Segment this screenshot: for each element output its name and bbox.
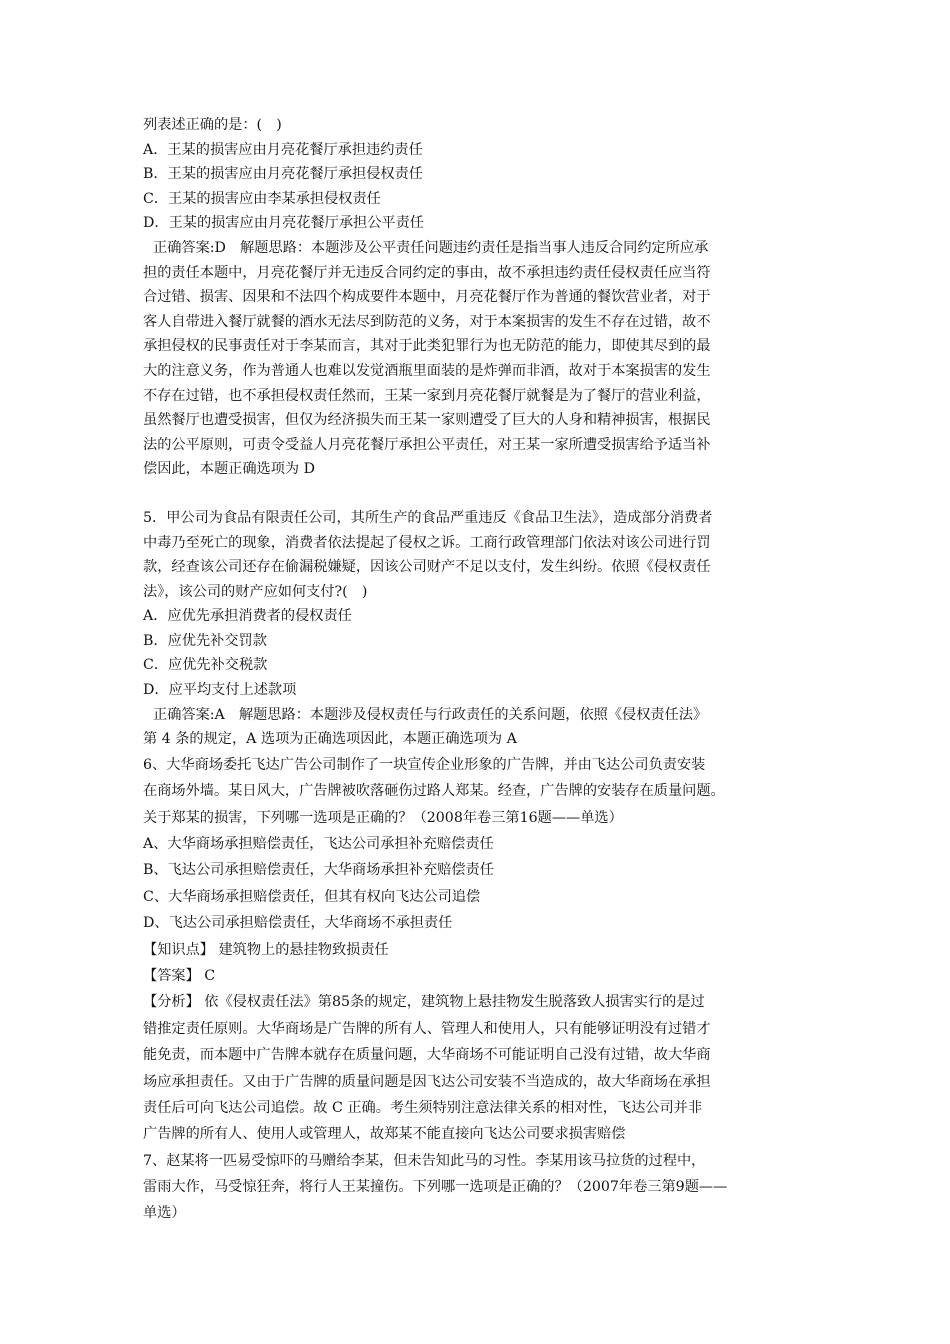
q4-analysis-line: 法的公平原则，可责令受益人月亮花餐厅承担公平责任，对王某一家所遭受损害给予适当补	[143, 436, 711, 453]
q6-stem-line: 关于郑某的损害，下列哪一选项是正确的？（2008年卷三第16题——单选）	[143, 809, 623, 826]
paragraph-gap	[143, 482, 815, 506]
q4-option-a: A．王某的损害应由月亮花餐厅承担违约责任	[143, 141, 423, 158]
q5-analysis-line: 正确答案:A 解题思路：本题涉及侵权责任与行政责任的关系问题，依照《侵权责任法》	[153, 706, 708, 723]
q5-option-b: B．应优先补交罚款	[143, 632, 267, 649]
q5-option-a: A．应优先承担消费者的侵权责任	[143, 608, 352, 625]
q6-analysis-line: 责任后可向飞达公司追偿。故 C 正确。考生须特别注意法律关系的相对性，飞达公司并非	[143, 1099, 703, 1116]
q4-analysis-line: 大的注意义务，作为普通人也难以发觉酒瓶里面装的是炸弹而非酒，故对于本案损害的发生	[143, 362, 711, 379]
q6-option-d: D、飞达公司承担赔偿责任，大华商场不承担责任	[143, 915, 453, 932]
q5-stem-line: 5．甲公司为食品有限责任公司，其所生产的食品严重违反《食品卫生法》，造成部分消费者	[143, 509, 713, 526]
q5-option-d: D．应平均支付上述款项	[143, 682, 297, 699]
q7-stem-line: 单选）	[143, 1205, 186, 1222]
document-page	[143, 113, 815, 1227]
q5-stem-line: 款，经查该公司还存在偷漏税嫌疑，因该公司财产不足以支付，发生纠纷。依照《侵权责任	[143, 559, 711, 576]
q4-analysis-line: 正确答案:D 解题思路：本题涉及公平责任问题违约责任是指当事人违反合同约定所应承	[153, 239, 709, 256]
q5-option-c: C．应优先补交税款	[143, 657, 268, 674]
q4-analysis-line: 合过错、损害、因果和不法四个构成要件本题中，月亮花餐厅作为普通的餐饮营业者，对于	[143, 289, 711, 306]
q6-analysis-line: 广告牌的所有人、使用人或管理人，故郑某不能直接向飞达公司要求损害赔偿	[143, 1126, 626, 1143]
q4-analysis-line: 偿因此，本题正确选项为 D	[143, 461, 315, 478]
q6-option-a: A、大华商场承担赔偿责任，飞达公司承担补充赔偿责任	[143, 836, 494, 853]
q6-knowledge-point: 【知识点】 建筑物上的悬挂物致损责任	[143, 941, 389, 958]
q5-analysis-line: 第 4 条的规定，A 选项为正确选项因此，本题正确选项为 A	[143, 731, 517, 748]
q6-analysis-line: 场应承担责任。又由于广告牌的质量问题是因飞达公司安装不当造成的，故大华商场在承担	[143, 1073, 711, 1090]
q4-option-d: D．王某的损害应由月亮花餐厅承担公平责任	[143, 215, 424, 232]
q4-analysis-line: 不存在过错，也不承担侵权责任然而，王某一家到月亮花餐厅就餐是为了餐厅的营业利益，	[143, 387, 711, 404]
q4-analysis-line: 担的责任本题中，月亮花餐厅并无违反合同约定的事由，故不承担违约责任侵权责任应当符	[143, 264, 711, 281]
q4-stem-tail: 列表述正确的是：( )	[143, 117, 282, 133]
q4-analysis-line: 客人自带进入餐厅就餐的酒水无法尽到防范的义务，对于本案损害的发生不存在过错，故不	[143, 313, 711, 330]
q7-stem-line: 7、赵某将一匹易受惊吓的马赠给李某，但未告知此马的习性。李某用该马拉货的过程中，	[143, 1152, 706, 1169]
q4-analysis-line: 承担侵权的民事责任对于李某而言，其对于此类犯罪行为也无防范的能力，即使其尽到的最	[143, 338, 711, 355]
q6-stem-line: 6、大华商场委托飞达广告公司制作了一块宣传企业形象的广告牌，并由飞达公司负责安装	[143, 756, 706, 773]
q6-stem-line: 在商场外墙。某日风大，广告牌被吹落砸伤过路人郑某。经查，广告牌的安装存在质量问题。	[143, 783, 725, 800]
q6-analysis-line: 错推定责任原则。大华商场是广告牌的所有人、管理人和使用人，只有能够证明没有过错才	[143, 1020, 711, 1037]
q7-stem-line: 雷雨大作，马受惊狂奔，将行人王某撞伤。下列哪一选项是正确的？（2007年卷三第9题——	[143, 1179, 728, 1196]
q6-analysis-line: 能免责，而本题中广告牌本就存在质量问题，大华商场不可能证明自己没有过错，故大华商	[143, 1047, 711, 1064]
q5-stem-line: 中毒乃至死亡的现象，消费者依法提起了侵权之诉。工商行政管理部门依法对该公司进行罚	[143, 534, 711, 551]
q4-option-c: C．王某的损害应由李某承担侵权责任	[143, 190, 381, 207]
q4-analysis-line: 虽然餐厅也遭受损害，但仅为经济损失而王某一家则遭受了巨大的人身和精神损害，根据民	[143, 412, 711, 429]
q6-option-c: C、大华商场承担赔偿责任，但其有权向飞达公司追偿	[143, 888, 481, 905]
q6-answer: 【答案】 C	[143, 967, 216, 984]
q6-option-b: B、飞达公司承担赔偿责任，大华商场承担补充赔偿责任	[143, 862, 494, 879]
q6-analysis-line: 【分析】 依《侵权责任法》第85条的规定，建筑物上悬挂物发生脱落致人损害实行的是过	[143, 994, 705, 1011]
q5-stem-line: 法》，该公司的财产应如何支付?( )	[143, 583, 368, 600]
q4-option-b: B．王某的损害应由月亮花餐厅承担侵权责任	[143, 166, 423, 183]
